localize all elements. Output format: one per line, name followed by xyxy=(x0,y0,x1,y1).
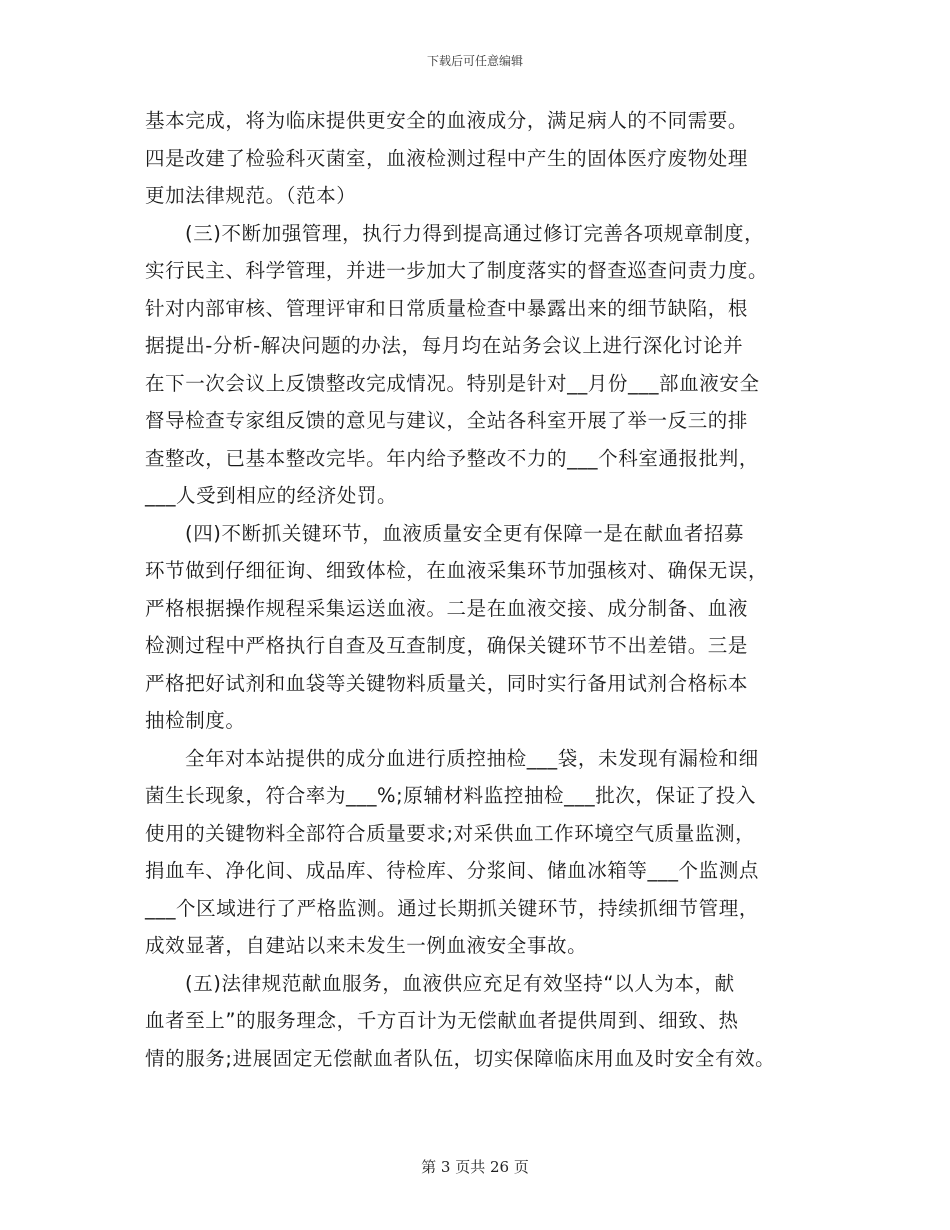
text-line: 实行民主、科学管理，并进一步加大了制度落实的督查巡查问责力度。 xyxy=(145,259,769,282)
paragraph-start-line: (三)不断加强管理，执行力得到提高通过修订完善各项规章制度， xyxy=(185,221,765,245)
text-line: ___个区域进行了严格监测。通过长期抓关键环节，持续抓细节管理， xyxy=(145,896,759,920)
text-line: 四是改建了检验科灭菌室，血液检测过程中产生的固体医疗废物处理 xyxy=(145,146,749,170)
text-line: 针对内部审核、管理评审和日常质量检查中暴露出来的细节缺陷，根 xyxy=(145,296,749,320)
text-line: 抽检制度。 xyxy=(145,709,246,732)
page-header: 下载后可任意编辑 xyxy=(426,54,523,68)
text-line: 在下一次会议上反馈整改完成情况。特别是针对__月份___部血液安全 xyxy=(145,371,760,395)
text-line: 据提出-分析-解决问题的办法，每月均在站务会议上进行深化讨论并 xyxy=(145,334,744,357)
text-line: 成效显著，自建站以来未发生一例血液安全事故。 xyxy=(145,934,588,957)
text-line: 使用的关键物料全部符合质量要求;对采供血工作环境空气质量监测， xyxy=(145,821,756,845)
text-line: 情的服务;进展固定无偿献血者队伍，切实保障临床用血及时安全有效。 xyxy=(145,1046,776,1070)
text-line: 环节做到仔细征询、细致体检，在血液采集环节加强核对、确保无误， xyxy=(145,559,769,582)
page-footer: 第 3 页共 26 页 xyxy=(421,1158,529,1176)
text-line: ___人受到相应的经济处罚。 xyxy=(145,484,398,507)
text-line: 捐血车、净化间、成品库、待检库、分浆间、储血冰箱等___个监测点 xyxy=(145,859,759,882)
paragraph-start-line: 全年对本站提供的成分血进行质控抽检___袋，未发现有漏检和细 xyxy=(185,746,759,770)
text-line: 严格把好试剂和血袋等关键物料质量关，同时实行备用试剂合格标本 xyxy=(145,671,749,695)
text-line: 督导检查专家组反馈的意见与建议，全站各科室开展了举一反三的排 xyxy=(145,409,749,432)
paragraph-start-line: (五)法律规范献血服务，血液供应充足有效坚持“以人为本，献 xyxy=(185,971,735,995)
text-line: 严格根据操作规程采集运送血液。二是在血液交接、成分制备、血液 xyxy=(145,596,749,620)
document-body xyxy=(145,102,825,1077)
text-line: 更加法律规范。（范本） xyxy=(145,184,357,207)
text-line: 查整改，已基本整改完毕。年内给予整改不力的___个科室通报批判， xyxy=(145,446,759,470)
text-line: 基本完成，将为临床提供更安全的血液成分，满足病人的不同需要。 xyxy=(145,109,749,132)
paragraph-start-line: (四)不断抓关键环节，血液质量安全更有保障一是在献血者招募 xyxy=(185,521,745,545)
text-line: 菌生长现象，符合率为___%;原辅材料监控抽检___批次，保证了投入 xyxy=(145,784,756,807)
text-line: 血者至上”的服务理念，千方百计为无偿献血者提供周到、细致、热 xyxy=(145,1009,739,1032)
text-line: 检测过程中严格执行自查及互查制度，确保关键环节不出差错。三是 xyxy=(145,634,749,657)
